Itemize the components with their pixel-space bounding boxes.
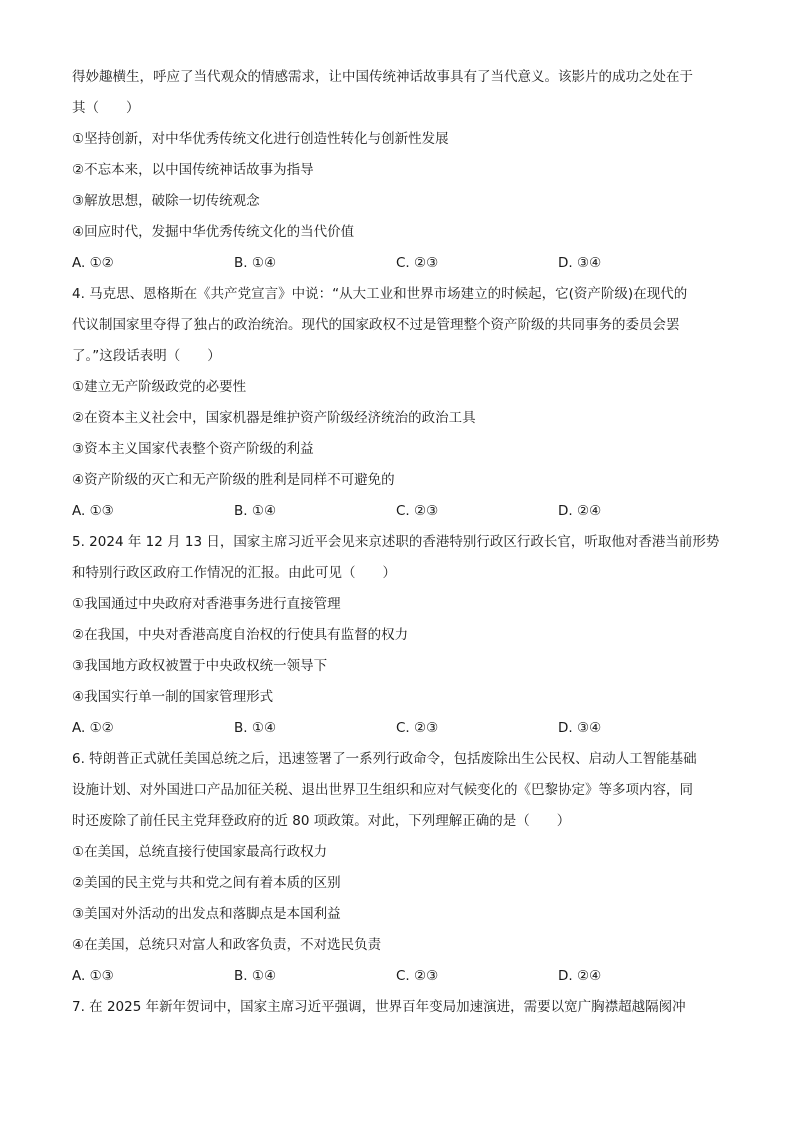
q6-item-1: ①在美国，总统直接行使国家最高行政权力 bbox=[72, 844, 328, 860]
q4-options bbox=[72, 496, 722, 527]
q4-option-a: A. ①③ bbox=[72, 503, 114, 519]
q5-option-d: D. ③④ bbox=[558, 720, 602, 736]
q4-stem-line: 代议制国家里夺得了独占的政治统治。现代的国家政权不过是管理整个资产阶级的共同事务的委员会罢 bbox=[72, 317, 680, 333]
q3-item-2: ②不忘本来，以中国传统神话故事为指导 bbox=[72, 162, 314, 178]
q6-item-4: ④在美国，总统只对富人和政客负责，不对选民负责 bbox=[72, 937, 382, 953]
q5-item-4: ④我国实行单一制的国家管理形式 bbox=[72, 689, 274, 705]
q3-stem-line: 得妙趣横生，呼应了当代观众的情感需求，让中国传统神话故事具有了当代意义。该影片的成功之处在于 bbox=[72, 69, 693, 85]
q3-option-b: B. ①④ bbox=[234, 255, 277, 271]
q7-stem-line: 7. 在 2025 年新年贺词中，国家主席习近平强调，世界百年变局加速演进，需要以宽广胸襟超越隔阂冲 bbox=[72, 999, 686, 1015]
q5-option-b: B. ①④ bbox=[234, 720, 277, 736]
q4-item-4: ④资产阶级的灭亡和无产阶级的胜利是同样不可避免的 bbox=[72, 472, 395, 488]
q6-item-2: ②美国的民主党与共和党之间有着本质的区别 bbox=[72, 875, 341, 891]
q6-option-b: B. ①④ bbox=[234, 968, 277, 984]
q3-option-a: A. ①② bbox=[72, 255, 114, 271]
q3-option-c: C. ②③ bbox=[396, 255, 439, 271]
exam-page bbox=[72, 62, 722, 1023]
q3-item-1: ①坚持创新，对中华优秀传统文化进行创造性转化与创新性发展 bbox=[72, 131, 449, 147]
q4-option-c: C. ②③ bbox=[396, 503, 439, 519]
q4-stem-line: 4. 马克思、恩格斯在《共产党宣言》中说：“从大工业和世界市场建立的时候起，它(资产阶级)在现代的 bbox=[72, 286, 688, 302]
q6-option-c: C. ②③ bbox=[396, 968, 439, 984]
q3-stem-line: 其（ ） bbox=[72, 100, 140, 116]
q5-options bbox=[72, 713, 722, 744]
q3-item-3: ③解放思想，破除一切传统观念 bbox=[72, 193, 260, 209]
q5-option-a: A. ①② bbox=[72, 720, 114, 736]
q6-stem-line: 时还废除了前任民主党拜登政府的近 80 项政策。对此，下列理解正确的是（ ） bbox=[72, 813, 571, 829]
q5-item-3: ③我国地方政权被置于中央政权统一领导下 bbox=[72, 658, 328, 674]
q6-stem-line: 设施计划、对外国进口产品加征关税、退出世界卫生组织和应对气候变化的《巴黎协定》等多项内容，同 bbox=[72, 782, 693, 798]
q4-option-b: B. ①④ bbox=[234, 503, 277, 519]
q4-item-1: ①建立无产阶级政党的必要性 bbox=[72, 379, 247, 395]
q4-item-2: ②在资本主义社会中，国家机器是维护资产阶级经济统治的政治工具 bbox=[72, 410, 476, 426]
q4-option-d: D. ②④ bbox=[558, 503, 602, 519]
q6-item-3: ③美国对外活动的出发点和落脚点是本国利益 bbox=[72, 906, 341, 922]
q4-stem-line: 了。”这段话表明（ ） bbox=[72, 348, 221, 364]
q4-item-3: ③资本主义国家代表整个资产阶级的利益 bbox=[72, 441, 314, 457]
q3-item-4: ④回应时代，发掘中华优秀传统文化的当代价值 bbox=[72, 224, 355, 240]
q5-option-c: C. ②③ bbox=[396, 720, 439, 736]
q6-option-d: D. ②④ bbox=[558, 968, 602, 984]
q3-option-d: D. ③④ bbox=[558, 255, 602, 271]
q5-stem-line: 和特别行政区政府工作情况的汇报。由此可见（ ） bbox=[72, 565, 396, 581]
q3-options bbox=[72, 248, 722, 279]
q5-stem-line: 5. 2024 年 12 月 13 日，国家主席习近平会见来京述职的香港特别行政区行政长官，听取他对香港当前形势 bbox=[72, 534, 720, 550]
q6-stem-line: 6. 特朗普正式就任美国总统之后，迅速签署了一系列行政命令，包括废除出生公民权、启动人工智能基础 bbox=[72, 751, 697, 767]
q6-options bbox=[72, 961, 722, 992]
q5-item-2: ②在我国，中央对香港高度自治权的行使具有监督的权力 bbox=[72, 627, 409, 643]
q6-option-a: A. ①③ bbox=[72, 968, 114, 984]
q5-item-1: ①我国通过中央政府对香港事务进行直接管理 bbox=[72, 596, 341, 612]
